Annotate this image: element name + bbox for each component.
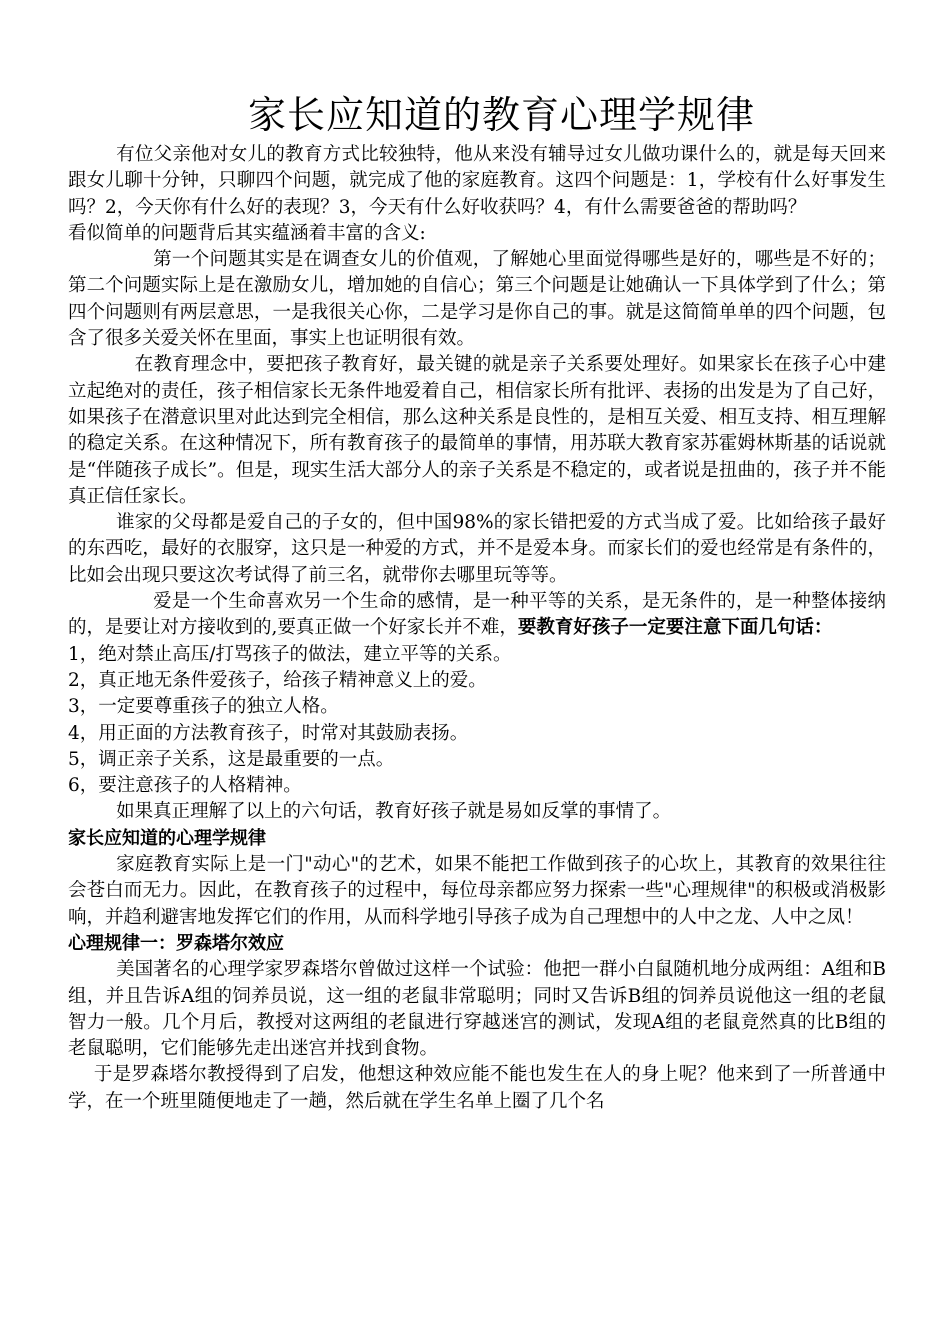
paragraph-four-questions: 第一个问题其实是在调查女儿的价值观，了解她心里面觉得哪些是好的，哪些是不好的；第二个问题实际上是在激励女儿，增加她的自信心；第三个问题是让她确认一下具体学到了什么；第四个问题则有两层意思，一是我很关心你，二是学习是你自己的事。就是这简简单单的四个问题，包含了很多关爱关怀在里面，事实上也证明很有效。	[68, 249, 886, 350]
section-heading-psychology-rules: 家长应知道的心理学规律	[68, 827, 266, 849]
list-item: 4，用正面的方法教育孩子，时常对其鼓励表扬。	[68, 722, 469, 744]
intro-paragraph: 有位父亲他对女儿的教育方式比较独特，他从来没有辅导过女儿做功课什么的，就是每天回来跟女儿聊十分钟，只聊四个问题，就完成了他的家庭教育。这四个问题是：1，学校有什么好事发生吗？2，今天你有什么好的表现？3，今天有什么好收获吗？4，有什么需要爸爸的帮助吗？	[68, 144, 886, 218]
paragraph-rosenthal-experiment: 美国著名的心理学家罗森塔尔曾做过这样一个试验：他把一群小白鼠随机地分成两组：A组和B组，并且告诉A组的饲养员说，这一组的老鼠非常聪明；同时又告诉B组的饲养员说他这一组的老鼠智力一般。几个月后，教授对这两组的老鼠进行穿越迷宫的测试，发现A组的老鼠竟然真的比B组的老鼠聪明，它们能够先走出迷宫并找到食物。	[68, 959, 886, 1060]
intro-lead-paragraph: 看似简单的问题背后其实蕴涵着丰富的含义:	[68, 222, 426, 244]
love-definition-text: 爱是一个生命喜欢另一个生命的感情，是一种平等的关系，是无条件的，是一种整体接纳的，是要让对方接收到的,要真正做一个好家长并不难，	[68, 591, 886, 639]
paragraph-rosenthal-school: 于是罗森塔尔教授得到了启发，他想这种效应能不能也发生在人的身上呢？他来到了一所普通中学，在一个班里随便地走了一趟，然后就在学生名单上圈了几个名	[68, 1064, 886, 1112]
document-page	[68, 90, 886, 1115]
list-item: 1，绝对禁止高压/打骂孩子的做法，建立平等的关系。	[68, 643, 512, 665]
paragraph-ways-of-love: 谁家的父母都是爱自己的子女的，但中国98%的家长错把爱的方式当成了爱。比如给孩子最好的东西吃，最好的衣服穿，这只是一种爱的方式，并不是爱本身。而家长们的爱也经常是有条件的，比如会出现只要这次考试得了前三名，就带你去哪里玩等等。	[68, 512, 886, 586]
advice-list	[68, 642, 886, 800]
paragraph-family-education-art: 家庭教育实际上是一门"动心"的艺术，如果不能把工作做到孩子的心坎上，其教育的效果往往会苍白而无力。因此，在教育孩子的过程中，每位母亲都应努力探索一些"心理规律"的积极或消极影响，并趋利避害地发挥它们的作用，从而科学地引导孩子成为自己理想中的人中之龙、人中之凤！	[68, 854, 886, 928]
list-item: 6，要注意孩子的人格精神。	[68, 775, 302, 797]
section-heading-rosenthal-effect: 心理规律一：罗森塔尔效应	[68, 932, 284, 954]
love-definition-bold-text: 要教育好孩子一定要注意下面几句话：	[517, 617, 833, 639]
list-item: 2，真正地无条件爱孩子，给孩子精神意义上的爱。	[68, 669, 487, 691]
paragraph-parent-child-relationship: 在教育理念中，要把孩子教育好，最关键的就是亲子关系要处理好。如果家长在孩子心中建立起绝对的责任，孩子相信家长无条件地爱着自己，相信家长所有批评、表扬的出发是为了自己好，如果孩子在潜意识里对此达到完全相信，那么这种关系是良性的，是相互关爱、相互支持、相互理解的稳定关系。在这种情况下，所有教育孩子的最简单的事情，用苏联大教育家苏霍姆林斯基的话说就是“伴随孩子成长”。但是，现实生活大部分人的亲子关系是不稳定的，或者说是扭曲的，孩子并不能真正信任家长。	[68, 354, 886, 507]
paragraph-love-definition	[68, 589, 886, 642]
list-item: 3，一定要尊重孩子的独立人格。	[68, 696, 339, 718]
list-item: 5，调正亲子关系，这是最重要的一点。	[68, 748, 395, 770]
document-title: 家长应知道的教育心理学规律	[248, 93, 756, 137]
paragraph-six-sentences: 如果真正理解了以上的六句话，教育好孩子就是易如反掌的事情了。	[116, 801, 672, 823]
